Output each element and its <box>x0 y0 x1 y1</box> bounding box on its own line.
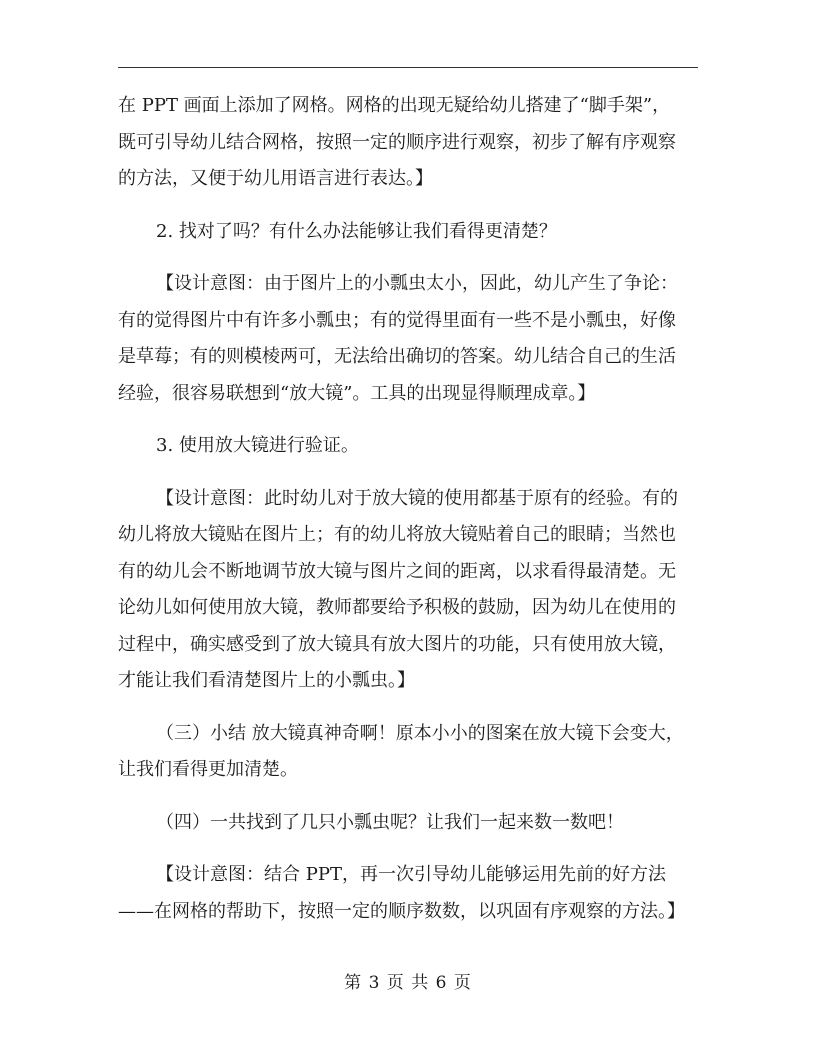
text-line: 在 PPT 画面上添加了网格。网格的出现无疑给幼儿搭建了“脚手架”， <box>118 95 671 116</box>
paragraph-intent-2 <box>118 266 710 412</box>
paragraph-summary <box>118 716 710 789</box>
paragraph-intent-continuation <box>118 88 710 198</box>
text-line: ——在网格的帮助下，按照一定的顺序数数，以巩固有序观察的方法。】 <box>118 900 685 922</box>
text-line: 的方法，又便于幼儿用语言进行表达。】 <box>118 168 433 189</box>
text-line: 幼儿将放大镜贴在图片上；有的幼儿将放大镜贴着自己的眼睛；当然也 <box>118 524 676 545</box>
text-line: 过程中，确实感受到了放大镜具有放大图片的功能，只有使用放大镜， <box>118 633 676 655</box>
text-line: 是草莓；有的则模棱两可，无法给出确切的答案。幼儿结合自己的生活 <box>118 346 676 367</box>
text-line: 既可引导幼儿结合网格，按照一定的顺序进行观察，初步了解有序观察 <box>118 131 676 153</box>
page-number-footer: 第 3 页 共 6 页 <box>344 973 472 993</box>
text-line: 让我们看得更加清楚。 <box>118 759 298 780</box>
text-line: 3. 使用放大镜进行验证。 <box>156 435 359 456</box>
paragraph-step-2 <box>118 214 710 251</box>
text-line: 论幼儿如何使用放大镜，教师都要给予积极的鼓励，因为幼儿在使用的 <box>118 597 676 618</box>
header-rule <box>118 67 698 68</box>
paragraph-intent-4 <box>118 857 710 930</box>
text-line: 2. 找对了吗？有什么办法能够让我们看得更清楚？ <box>156 220 557 242</box>
text-line: （四）一共找到了几只小瓢虫呢？让我们一起来数一数吧！ <box>156 811 624 833</box>
paragraph-step-3 <box>118 428 710 465</box>
document-body <box>118 88 710 946</box>
text-line: 【设计意图：此时幼儿对于放大镜的使用都基于原有的经验。有的 <box>156 487 678 509</box>
text-line: 经验，很容易联想到“放大镜”。工具的出现显得顺理成章。】 <box>118 382 596 404</box>
text-line: 有的觉得图片中有许多小瓢虫；有的觉得里面有一些不是小瓢虫，好像 <box>118 309 676 331</box>
paragraph-section-4 <box>118 805 710 842</box>
paragraph-intent-3 <box>118 481 710 700</box>
text-line: 有的幼儿会不断地调节放大镜与图片之间的距离，以求看得最清楚。无 <box>118 560 676 582</box>
text-line: 才能让我们看清楚图片上的小瓢虫。】 <box>118 670 415 691</box>
text-line: 【设计意图：结合 PPT，再一次引导幼儿能够运用先前的好方法 <box>156 864 666 885</box>
text-line: 【设计意图：由于图片上的小瓢虫太小，因此，幼儿产生了争论： <box>156 273 678 294</box>
text-line: （三）小结 放大镜真神奇啊！原本小小的图案在放大镜下会变大， <box>156 722 684 744</box>
